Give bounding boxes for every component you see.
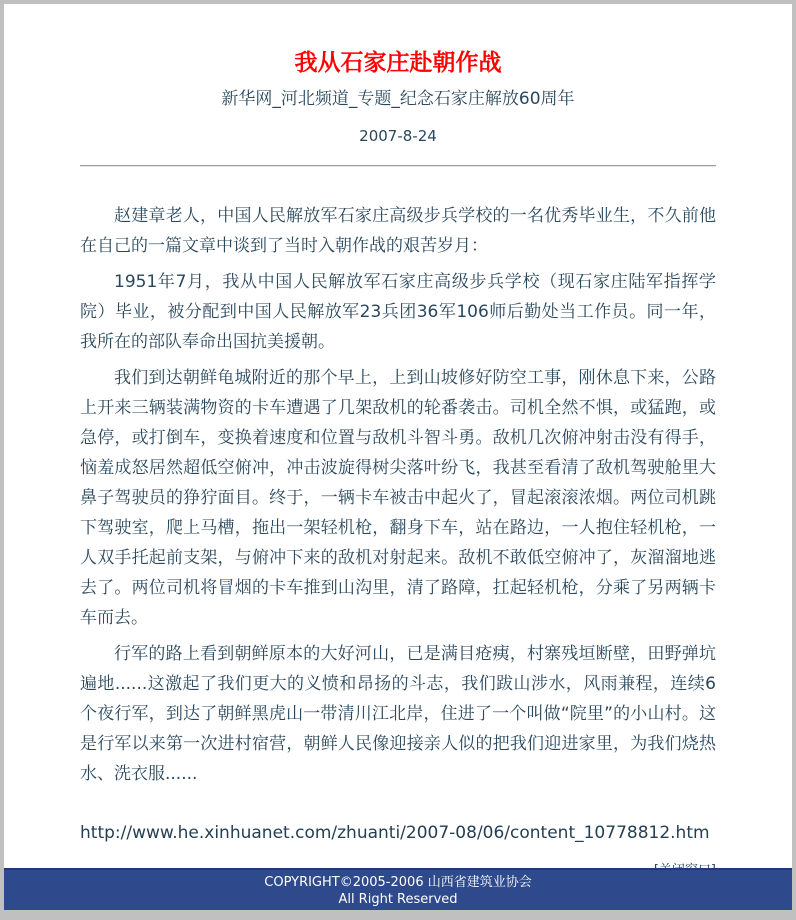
article-paragraph: 赵建章老人，中国人民解放军石家庄高级步兵学校的一名优秀毕业生，不久前他在自己的一篇文章中谈到了当时入朝作战的艰苦岁月：: [80, 205, 716, 256]
source-url-text: http://www.he.xinhuanet.com/zhuanti/2007-08/06/content_10778812.htm: [80, 822, 710, 843]
header-divider: [80, 165, 716, 167]
page-background: [0, 4, 796, 920]
article-body: [80, 201, 716, 789]
footer-copyright-bar: [4, 868, 792, 910]
footer-copyright-line1: COPYRIGHT©2005-2006 山西省建筑业协会: [264, 875, 532, 890]
footer-copyright-line2: All Right Reserved: [338, 892, 458, 907]
article-subtitle-breadcrumb: 新华网_河北频道_专题_纪念石家庄解放60周年: [221, 88, 575, 109]
document-page: [4, 4, 792, 910]
article-paragraph: 1951年7月，我从中国人民解放军石家庄高级步兵学校（现石家庄陆军指挥学院）毕业，被分配到中国人民解放军23兵团36军106师后勤处当工作员。同一年，我所在的部队奉命出国抗美援朝。: [80, 271, 716, 352]
article-title: 我从石家庄赴朝作战: [294, 50, 502, 76]
article-content: [4, 4, 792, 878]
article-paragraph: 我们到达朝鲜龟城附近的那个早上，上到山坡修好防空工事，刚休息下来，公路上开来三辆装满物资的卡车遭遇了几架敌机的轮番袭击。司机全然不惧，或猛跑，或急停，或打倒车，变换着速度和位置与敌机斗智斗勇。敌机几次俯冲射击没有得手，恼羞成怒居然超低空俯冲，冲击波旋得树尖落叶纷飞，我甚至看清了敌机驾驶舱里大鼻子驾驶员的狰狞面目。终于，一辆卡车被击中起火了，冒起滚滚浓烟。两位司机跳下驾驶室，爬上马槽，拖出一架轻机枪，翻身下车，站在路边，一人抱住轻机枪，一人双手托起前支架，与俯冲下来的敌机对射起来。敌机不敢低空俯冲了，灰溜溜地逃去了。两位司机将冒烟的卡车推到山沟里，清了路障，扛起轻机枪，分乘了另两辆卡车而去。: [80, 367, 716, 628]
article-date: 2007-8-24: [359, 126, 437, 145]
article-paragraph: 行军的路上看到朝鲜原本的大好河山，已是满目疮痍，村寨残垣断壁，田野弹坑遍地......这激起了我们更大的义愤和昂扬的斗志，我们跋山涉水，风雨兼程，连续6个夜行军，到达了朝鲜黑虎山一带清川江北岸，住进了一个叫做“院里”的小山村。这是行军以来第一次进村宿营，朝鲜人民像迎接亲人似的把我们迎进家里，为我们烧热水、洗衣服......: [80, 643, 716, 784]
